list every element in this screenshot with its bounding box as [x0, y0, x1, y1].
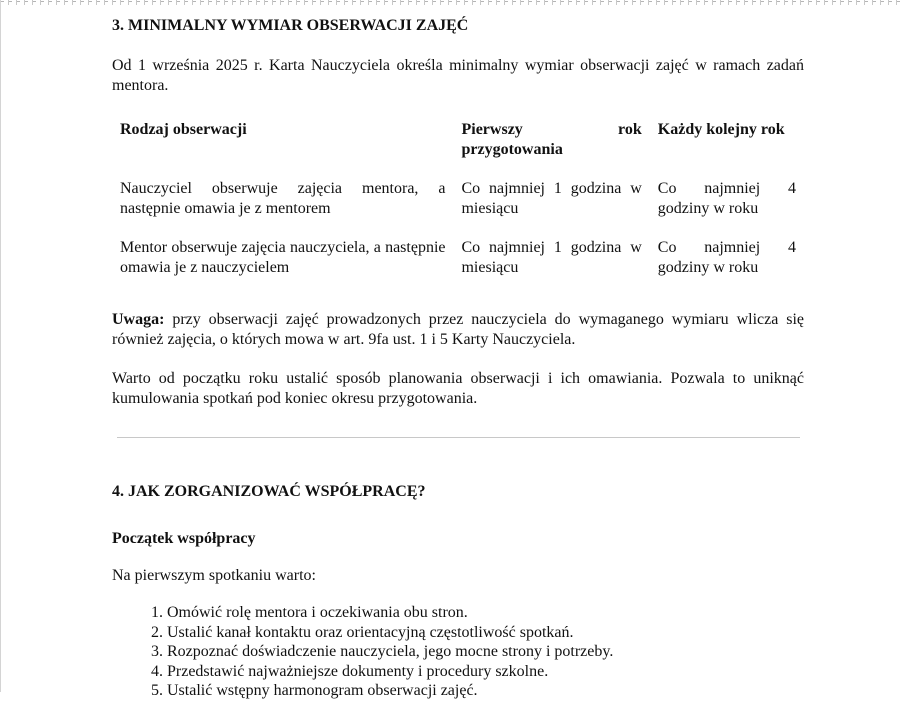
- list-item: 2. Ustalić kanał kontaktu oraz orientacyjną częstotliwość spotkań.: [167, 623, 804, 643]
- table-header-first-year-word2: rok: [618, 121, 642, 138]
- list-item: 1. Omówić rolę mentora i oczekiwania obu stron.: [167, 603, 804, 623]
- section-3-intro: Od 1 września 2025 r. Karta Nauczyciela określa minimalny wymiar obserwacji zajęć w ramach zadań mentora.: [112, 57, 804, 94]
- table-header-next-year: Każdy kolejny rok: [657, 121, 785, 138]
- page-edge: [0, 0, 1, 692]
- section-4-heading: 4. JAK ZORGANIZOWAĆ WSPÓŁPRACĘ?: [112, 483, 426, 500]
- table-cell: Co najmniej 4 godziny w roku: [657, 239, 796, 276]
- page-ruler: [0, 0, 900, 5]
- note-paragraph: [112, 310, 804, 349]
- table-header-type: Rodzaj obserwacji: [120, 121, 247, 138]
- table-cell: Nauczyciel obserwuje zajęcia mentora, a następnie omawia je z mentorem: [120, 180, 446, 217]
- list-item: 5. Ustalić wstępny harmonogram obserwacji zajęć.: [167, 681, 804, 701]
- section-divider: [117, 437, 800, 438]
- table-header-first-year-word3: przygotowania: [461, 140, 563, 158]
- observation-table: [112, 120, 804, 297]
- table-row: [112, 238, 804, 297]
- note-text: przy obserwacji zajęć prowadzonych przez nauczyciela do wymaganego wymiaru wlicza się również zajęcia, o których mowa w art. 9fa ust. 1 i 5 Karty Nauczyciela.: [112, 311, 804, 348]
- section-4-subheading: Początek współpracy: [112, 530, 256, 547]
- table-cell: Co najmniej 1 godzina w miesiącu: [461, 239, 642, 276]
- table-header-first-year: [453, 120, 649, 179]
- table-cell: Co najmniej 1 godzina w miesiącu: [461, 180, 642, 217]
- note-label: Uwaga:: [112, 311, 165, 328]
- list-item: 3. Rozpoznać doświadczenie nauczyciela, jego mocne strony i potrzeby.: [167, 642, 804, 662]
- table-header-row: [112, 120, 804, 179]
- list-item: 4. Przedstawić najważniejsze dokumenty i procedury szkolne.: [167, 662, 804, 682]
- tip-paragraph: Warto od początku roku ustalić sposób planowania obserwacji i ich omawiania. Pozwala to uniknąć kumulowania spotkań pod koniec okresu przygotowania.: [112, 370, 804, 407]
- first-meeting-list: [112, 603, 804, 701]
- section-3-heading: 3. MINIMALNY WYMIAR OBSERWACJI ZAJĘĆ: [112, 17, 469, 34]
- table-row: [112, 179, 804, 238]
- table-cell: Co najmniej 4 godziny w roku: [657, 180, 796, 217]
- table-cell: Mentor obserwuje zajęcia nauczyciela, a następnie omawia je z nauczycielem: [120, 239, 446, 276]
- section-4-lead: Na pierwszym spotkaniu warto:: [112, 567, 316, 584]
- table-header-first-year-word1: Pierwszy: [461, 121, 523, 138]
